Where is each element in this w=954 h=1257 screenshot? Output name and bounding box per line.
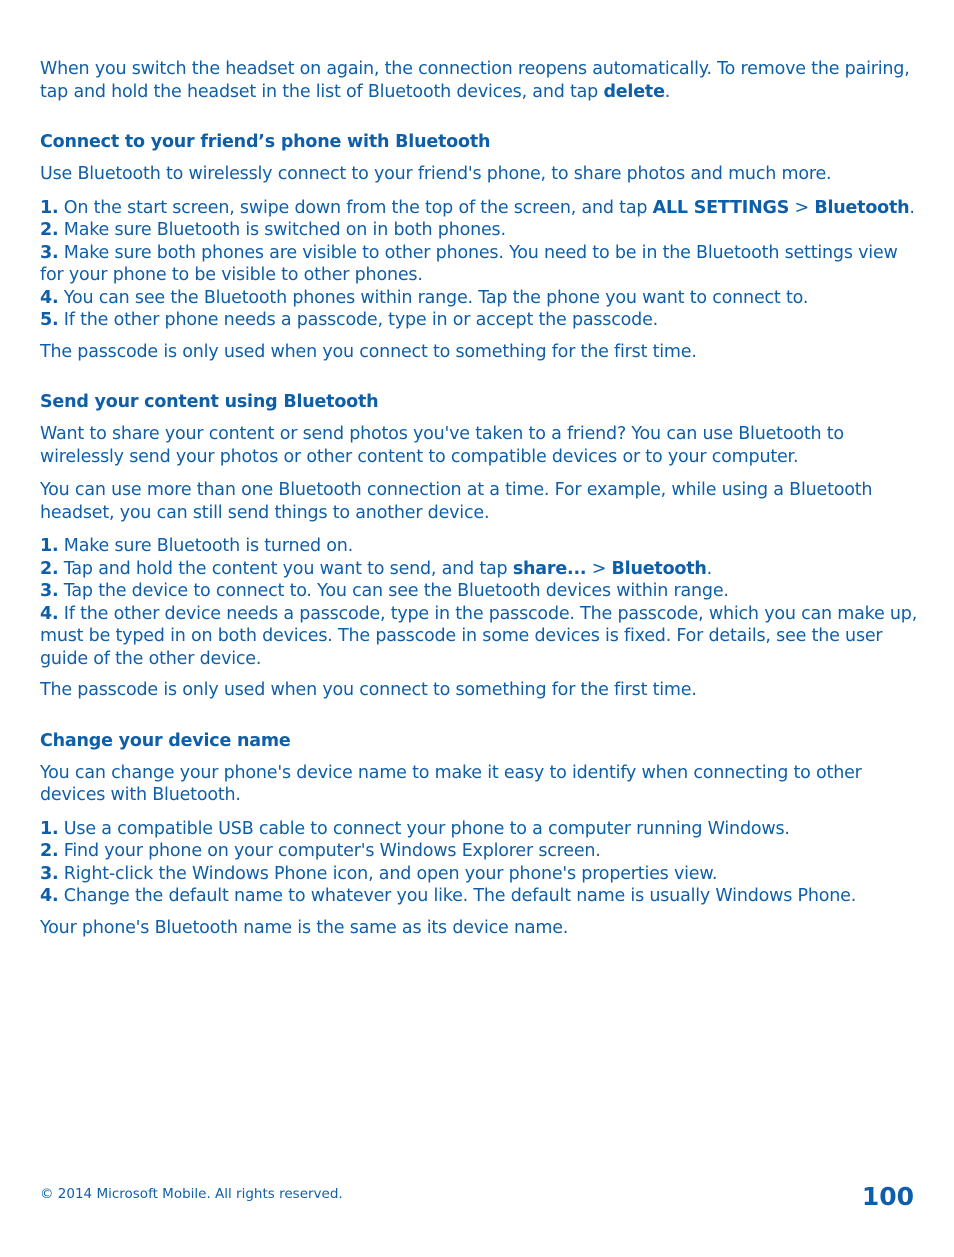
page-content [40,58,920,939]
intro-paragraph [40,58,920,103]
step-item [40,580,920,603]
step-item [40,558,920,581]
section-heading-connect: Connect to your friend’s phone with Bluetooth [40,132,491,152]
section-note: Your phone's Bluetooth name is the same as its device name. [40,917,569,938]
section-paragraph: You can change your phone's device name to make it easy to identify when connecting to other devices with Bluetooth. [40,762,862,805]
step-text: Find your phone on your computer's Windows Explorer screen. [58,841,601,861]
step-number: 1. [40,536,59,556]
bluetooth-keyword: Bluetooth [611,558,707,579]
intro-end: . [664,81,671,102]
step-number: 1. [40,197,59,218]
step-end: . [706,558,713,579]
step-item [40,535,920,558]
section-note: The passcode is only used when you connect to something for the first time. [40,341,697,362]
step-item [40,309,920,332]
section-heading-send: Send your content using Bluetooth [40,392,379,412]
step-text: Make sure Bluetooth is switched on in both phones. [58,220,506,240]
steps-list [40,818,920,908]
step-item [40,197,920,220]
intro-text: When you switch the headset on again, the connection reopens automatically. To remove the pairing, tap and hold the headset in the list of Bluetooth devices, and tap [40,59,910,102]
step-item [40,603,920,671]
step-text: Use a compatible USB cable to connect your phone to a computer running Windows. [58,818,790,839]
steps-list [40,535,920,670]
step-text: Tap and hold the content you want to send, and tap [58,558,513,579]
step-number: 4. [40,287,59,308]
step-number: 3. [40,581,59,601]
section-note: The passcode is only used when you connect to something for the first time. [40,680,697,700]
step-text: Change the default name to whatever you like. The default name is usually Windows Phone. [58,886,857,906]
step-item [40,840,920,863]
step-number: 3. [40,863,59,884]
section-heading-device-name: Change your device name [40,730,291,751]
step-text: If the other phone needs a passcode, type in or accept the passcode. [58,310,658,330]
step-text: On the start screen, swipe down from the top of the screen, and tap [58,197,653,218]
step-item [40,287,920,310]
page-number: 100 [861,1182,914,1211]
step-item [40,242,920,287]
step-text: Right-click the Windows Phone icon, and open your phone's properties view. [58,863,718,884]
step-item [40,863,920,886]
step-item [40,885,920,908]
steps-list [40,197,920,332]
step-text: You can see the Bluetooth phones within range. Tap the phone you want to connect to. [58,287,809,308]
step-number: 1. [40,818,59,839]
delete-keyword: delete [603,81,665,102]
section-paragraph: Use Bluetooth to wirelessly connect to your friend's phone, to share photos and much more. [40,164,832,184]
footer-copyright: © 2014 Microsoft Mobile. All rights reserved. [40,1186,343,1202]
section-paragraph: You can use more than one Bluetooth connection at a time. For example, while using a Bluetooth headset, you can still send things to another device. [40,480,873,523]
step-number: 3. [40,242,59,263]
step-number: 2. [40,841,59,861]
step-item [40,818,920,841]
step-text: Make sure Bluetooth is turned on. [58,536,353,556]
all-settings-keyword: ALL SETTINGS [652,197,790,218]
step-end: . [909,197,915,218]
path-separator: > [789,197,815,218]
step-text: Make sure both phones are visible to other phones. You need to be in the Bluetooth settings view for your phone to be visible to other phones. [40,242,898,285]
step-number: 2. [40,220,59,240]
step-text: If the other device needs a passcode, type in the passcode. The passcode, which you can make up, must be typed in on both devices. The passcode in some devices is fixed. For details, see the user guide of the other device. [40,603,918,669]
step-text: Tap the device to connect to. You can see the Bluetooth devices within range. [58,581,729,601]
share-keyword: share... [512,558,587,579]
step-number: 2. [40,558,59,579]
step-item [40,219,920,242]
bluetooth-keyword: Bluetooth [814,197,910,218]
section-paragraph: Want to share your content or send photos you've taken to a friend? You can use Bluetooth to wirelessly send your photos or other content to compatible devices or to your computer. [40,424,844,467]
path-separator: > [586,558,612,579]
step-number: 5. [40,310,59,330]
step-number: 4. [40,603,59,624]
step-number: 4. [40,886,59,906]
